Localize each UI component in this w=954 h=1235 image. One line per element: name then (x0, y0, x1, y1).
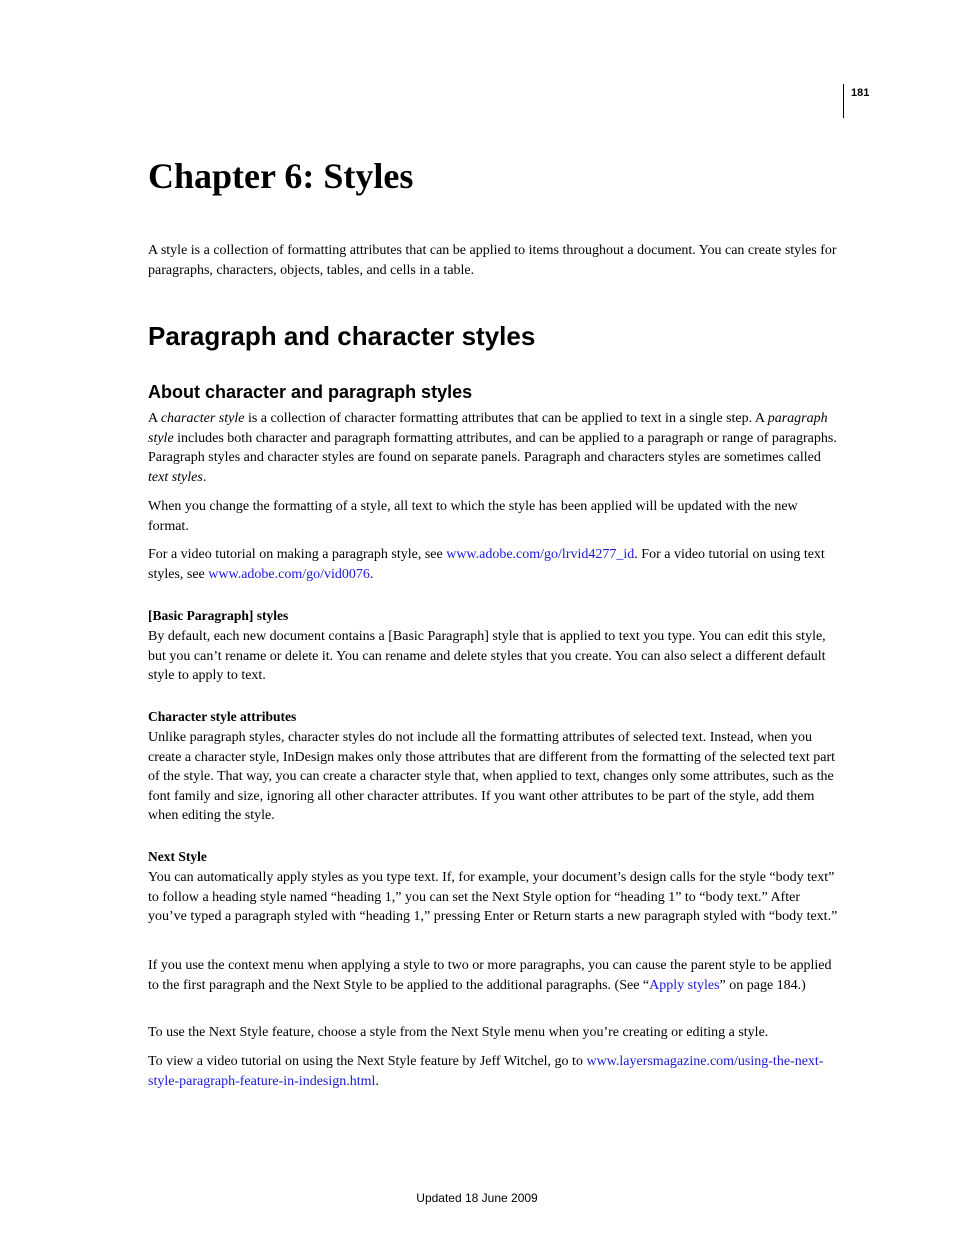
video-tutorial-link-paragraph-style[interactable]: www.adobe.com/go/lrvid4277_id (446, 547, 635, 562)
character-attributes-text-block (148, 728, 840, 826)
page-number: 181 (851, 87, 870, 99)
chapter-intro-block (148, 241, 840, 280)
about-paragraph-2-block (148, 497, 840, 536)
next-style-paragraph-4 (148, 1052, 840, 1091)
layers-magazine-link[interactable]: www.layersmagazine.com/using-the-next-style-paragraph-feature-in-indesign.html (148, 1054, 824, 1089)
page-footer: Updated 18 June 2009 (416, 1191, 538, 1205)
text-run: For a video tutorial on making a paragraph style, see (148, 547, 447, 562)
subsection-heading-block (148, 380, 840, 404)
video-tutorial-link-text-styles[interactable]: www.adobe.com/go/vid0076 (208, 566, 370, 582)
text-run: A (148, 411, 161, 426)
chapter-intro: A style is a collection of formatting attributes that can be applied to items throughout a document. You can create styles for paragraphs, characters, objects, tables, and cells in a table. (148, 243, 837, 278)
subsection-title: About character and paragraph styles (148, 382, 473, 402)
about-paragraph-3 (148, 545, 840, 584)
character-attributes-text: Unlike paragraph styles, character styles do not include all the formatting attributes of selected text. Instead, when you create a character style, InDesign makes only those attributes that are different from the formatting of the selected text part of the style. That way, you can create a character style that, when applied to text, changes only some attributes, such as the font family and size, ignoring all other character attributes. If you want other attributes to be part of the style, add them when editing the style. (148, 730, 836, 823)
next-style-paragraph-2-block (148, 956, 840, 995)
text-run: If you use the context menu when applying a style to two or more paragraphs, you can cause the parent style to be applied to the first paragraph and the Next Style to be applied to the additional paragraphs. (See “ (148, 958, 832, 993)
term-character-style: character style (160, 411, 245, 426)
basic-paragraph-heading: [Basic Paragraph] styles (148, 608, 289, 623)
next-style-paragraph-4-block (148, 1052, 840, 1091)
character-attributes-heading-block (148, 707, 840, 726)
text-run: . For a video tutorial on using text styles, see (148, 547, 825, 582)
text-run: is a collection of character formatting attributes that can be applied to text in a single step. A (244, 411, 768, 426)
text-run: To view a video tutorial on using the Next Style feature by Jeff Witchel, go to (148, 1054, 587, 1069)
basic-paragraph-text-block (148, 627, 840, 686)
next-style-paragraph-1-block (148, 868, 840, 927)
next-style-paragraph-1: You can automatically apply styles as you type text. If, for example, your document’s design calls for the style “body text” to follow a heading style named “heading 1,” you can set the Next Style option for “heading 1” to “body text.” After you’ve typed a paragraph styled with “heading 1,” pressing Enter or Return starts a new paragraph styled with “body text.” (148, 870, 838, 924)
term-text-styles: text styles (148, 469, 203, 485)
about-paragraph-1 (148, 409, 840, 487)
next-style-heading-block (148, 847, 840, 866)
chapter-title: Chapter 6: Styles (148, 156, 414, 196)
next-style-paragraph-3-block (148, 1023, 840, 1043)
next-style-heading: Next Style (148, 849, 207, 864)
section-title: Paragraph and character styles (148, 321, 536, 351)
about-paragraph-1-block (148, 409, 840, 487)
character-attributes-heading: Character style attributes (148, 709, 297, 724)
term-paragraph-style: paragraph style (148, 411, 828, 446)
about-paragraph-3-block (148, 545, 840, 584)
text-run: . (369, 566, 374, 582)
about-paragraph-2: When you change the formatting of a style, all text to which the style has been applied will be updated with the new format. (148, 499, 798, 534)
next-style-paragraph-2 (148, 956, 840, 995)
next-style-paragraph-3: To use the Next Style feature, choose a style from the Next Style menu when you’re creating or editing a style. (148, 1025, 769, 1040)
text-run: includes both character and paragraph formatting attributes, and can be applied to a paragraph or range of paragraphs. Paragraph styles and character styles are found on separate panels. Paragraph and characters styles are sometimes called (148, 430, 837, 465)
basic-paragraph-heading-block (148, 606, 840, 625)
basic-paragraph-text: By default, each new document contains a [Basic Paragraph] style that is applied to text you type. You can edit this style, but you can’t rename or delete it. You can rename and delete styles that you create. You can also select a different default style to apply to text. (148, 629, 826, 683)
section-heading-block (148, 319, 840, 353)
page-number-rule (843, 84, 844, 118)
apply-styles-link[interactable]: Apply styles (649, 977, 720, 993)
text-run: . (202, 469, 207, 485)
text-run: ” on page 184.) (719, 977, 806, 993)
text-run: . (375, 1073, 379, 1089)
